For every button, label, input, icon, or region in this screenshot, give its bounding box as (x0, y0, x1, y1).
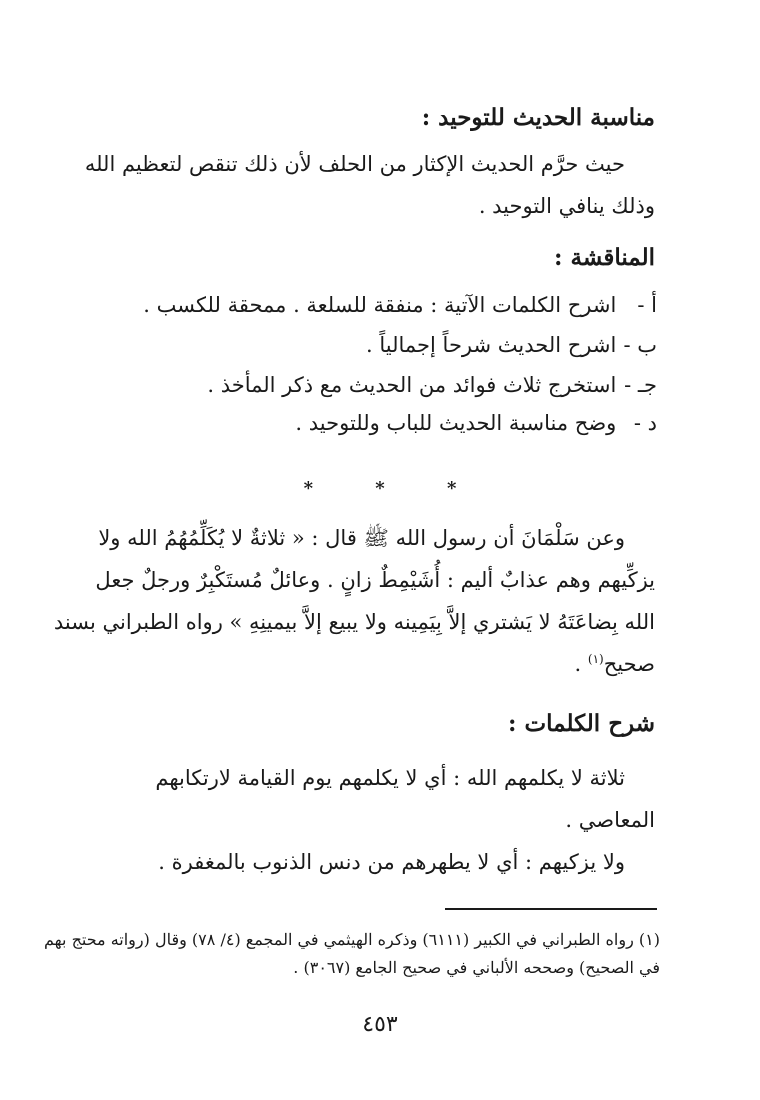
page-number: ٤٥٣ (362, 1012, 398, 1037)
list-text: اشرح الحديث شرحاً إجمالياً . (366, 333, 617, 357)
list-text: استخرج ثلاث فوائد من الحديث مع ذكر المأخذ . (207, 373, 617, 397)
hadith-line-2: يزكِّيهم وهم عذابٌ أليم : أُشَيْمِطٌ زانٍ . وعائلٌ مُستَكْبِرٌ ورجلٌ جعل (95, 568, 655, 592)
list-marker: أ - (637, 293, 657, 317)
section-heading-relevance: مناسبة الحديث للتوحيد : (421, 104, 655, 131)
relevance-line-2: وذلك ينافي التوحيد . (478, 194, 655, 218)
section-heading-word-explanation: شرح الكلمات : (508, 710, 655, 737)
hadith-last-word: صحيح (603, 652, 655, 676)
list-text: وضح مناسبة الحديث للباب وللتوحيد . (295, 411, 617, 435)
footnote-line-1: (١) رواه الطبراني في الكبير (٦١١١) وذكره الهيثمي في المجمع (٤/ ٧٨) وقال (رواته محتج بهم (44, 930, 660, 949)
word-explanation-line-1: ثلاثة لا يكلمهم الله : أي لا يكلمهم يوم القيامة لارتكابهم (155, 766, 625, 790)
footnote-divider (445, 908, 657, 910)
discussion-item-c (117, 373, 657, 397)
list-text: اشرح الكلمات الآتية : منفقة للسلعة . ممحقة للكسب . (143, 293, 617, 317)
hadith-end-period: . (574, 652, 588, 676)
section-separator: * * * (303, 478, 485, 499)
footnote-line-2: في الصحيح) وصححه الألباني في صحيح الجامع (٣٠٦٧) . (293, 958, 660, 977)
word-explanation-line-3: ولا يزكيهم : أي لا يطهرهم من دنس الذنوب بالمغفرة . (158, 850, 625, 874)
discussion-item-b (117, 333, 657, 357)
hadith-line-4 (110, 652, 655, 676)
word-explanation-line-2: المعاصي . (565, 808, 655, 832)
list-marker: جـ - (624, 373, 657, 397)
list-marker: ب - (623, 333, 657, 357)
hadith-line-3: الله بِضاعَتَهُ لا يَشتري إلاَّ بِيَمِينه ولا يبيع إلاَّ بيمينِهِ » رواه الطبراني بسند (53, 610, 655, 634)
list-marker: د - (633, 411, 657, 435)
relevance-line-1: حيث حرَّم الحديث الإكثار من الحلف لأن ذلك تنقص لتعظيم الله (84, 152, 625, 176)
section-heading-discussion: المناقشة : (554, 244, 655, 271)
footnote-reference: (١) (587, 652, 604, 666)
discussion-item-d (117, 411, 657, 435)
hadith-line-1: وعن سَلْمَانَ أن رسول الله ﷺ قال : « ثلاثةٌ لا يُكَلِّمُهُمُ الله ولا (98, 526, 625, 550)
discussion-item-a (117, 293, 657, 317)
